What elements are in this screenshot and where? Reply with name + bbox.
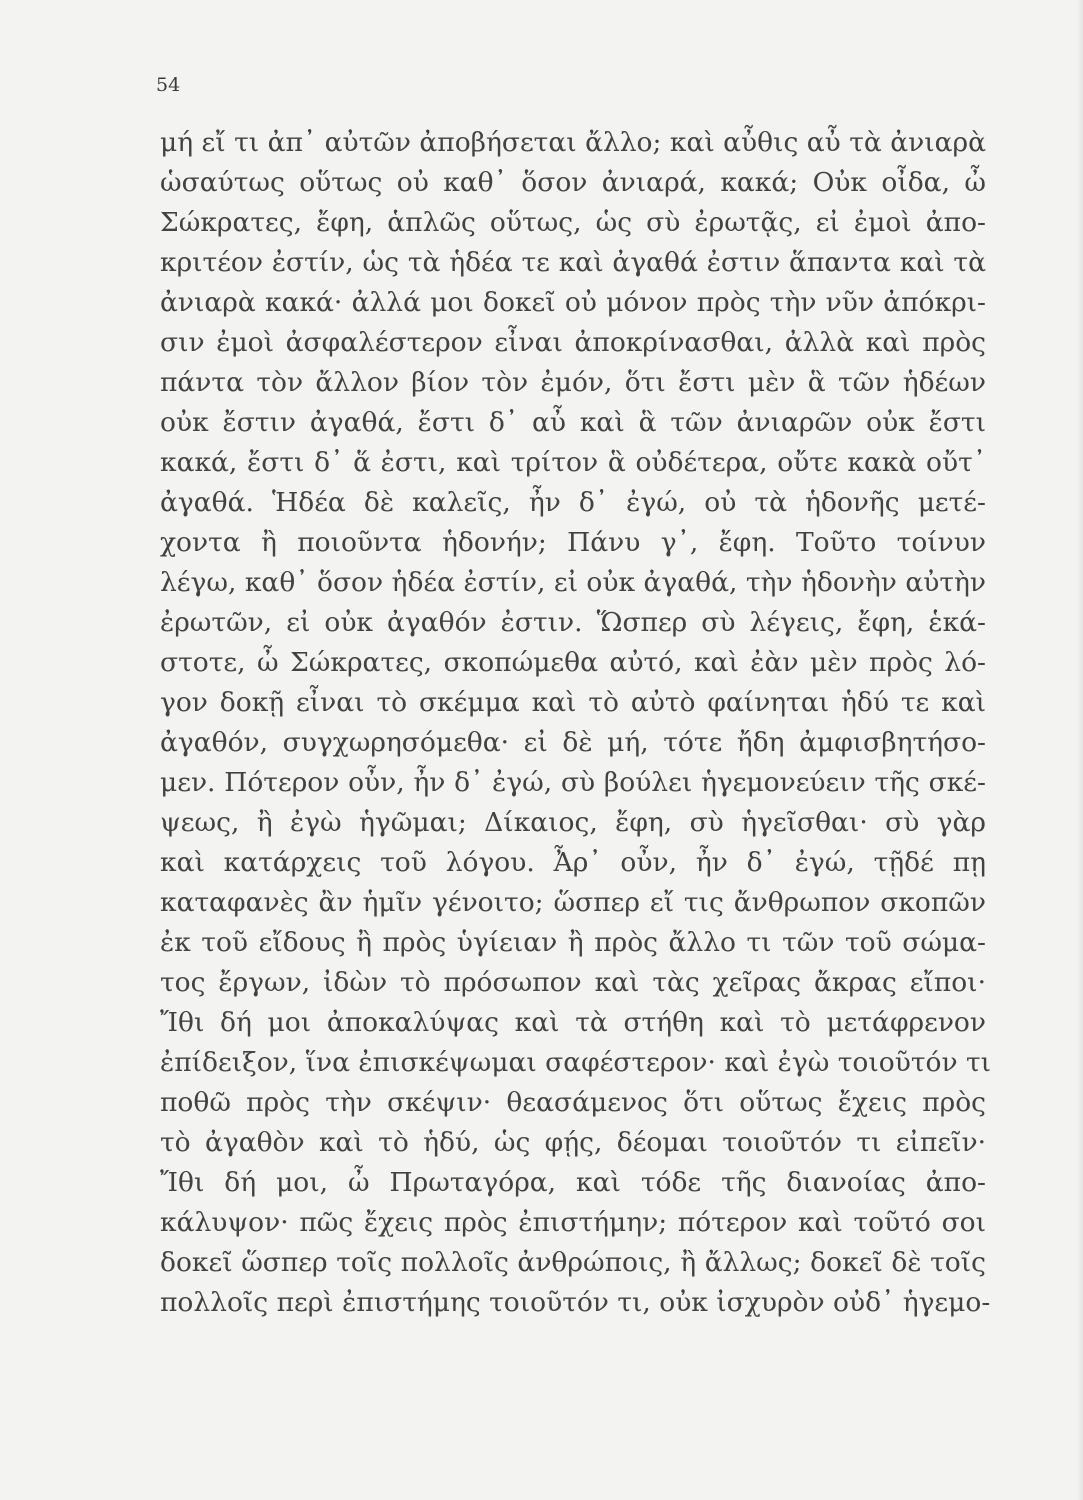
text-line: κάλυψον· πῶς ἔχεις πρὸς ἐπιστήμην; πότερον καὶ τοῦτό σοι (160, 1207, 986, 1238)
text-line: ἐκ τοῦ εἴδους ἢ πρὸς ὑγίειαν ἢ πρὸς ἄλλο τι τῶν τοῦ σώμα- (160, 927, 986, 958)
text-line: ἐρωτῶν, εἰ οὐκ ἀγαθόν ἐστιν. Ὥσπερ σὺ λέγεις, ἔφη, ἑκά- (160, 607, 986, 638)
text-line: καταφανὲς ἂν ἡμῖν γένοιτο; ὥσπερ εἴ τις ἄνθρωπον σκοπῶν (160, 887, 986, 918)
text-line: σιν ἐμοὶ ἀσφαλέστερον εἶναι ἀποκρίνασθαι, ἀλλὰ καὶ πρὸς (160, 327, 986, 358)
page-number: 54 (156, 74, 181, 96)
text-line: ἀγαθόν, συγχωρησόμεθα· εἰ δὲ μή, τότε ἤδη ἀμφισβητήσο- (160, 727, 986, 758)
text-line: ἀνιαρὰ κακά· ἀλλά μοι δοκεῖ οὐ μόνον πρὸς τὴν νῦν ἀπόκρι- (160, 287, 986, 318)
text-line: ἀγαθά. Ἡδέα δὲ καλεῖς, ἦν δ᾽ ἐγώ, οὐ τὰ ἡδονῆς μετέ- (160, 487, 986, 518)
text-line: τὸ ἀγαθὸν καὶ τὸ ἡδύ, ὡς φῄς, δέομαι τοιοῦτόν τι εἰπεῖν· (160, 1127, 986, 1158)
text-line: στοτε, ὦ Σώκρατες, σκοπώμεθα αὐτό, καὶ ἐὰν μὲν πρὸς λό- (160, 647, 986, 678)
page-edge-shadow (1077, 0, 1083, 1500)
text-line: καὶ κατάρχεις τοῦ λόγου. Ἆρ᾽ οὖν, ἦν δ᾽ ἐγώ, τῇδέ πῃ (160, 847, 986, 878)
text-line: κριτέον ἐστίν, ὡς τὰ ἡδέα τε καὶ ἀγαθά ἐστιν ἅπαντα καὶ τὰ (160, 247, 986, 278)
text-line: πολλοῖς περὶ ἐπιστήμης τοιοῦτόν τι, οὐκ ἰσχυρὸν οὐδ᾽ ἡγεμο- (160, 1287, 991, 1318)
text-line: δοκεῖ ὥσπερ τοῖς πολλοῖς ἀνθρώποις, ἢ ἄλλως; δοκεῖ δὲ τοῖς (160, 1247, 986, 1278)
text-line: γον δοκῇ εἶναι τὸ σκέμμα καὶ τὸ αὐτὸ φαίνηται ἡδύ τε καὶ (160, 687, 986, 718)
text-line: πάντα τὸν ἄλλον βίον τὸν ἐμόν, ὅτι ἔστι μὲν ἃ τῶν ἡδέων (160, 367, 986, 398)
text-line: χοντα ἢ ποιοῦντα ἡδονήν; Πάνυ γ᾽, ἔφη. Τοῦτο τοίνυν (160, 527, 986, 558)
text-line: μεν. Πότερον οὖν, ἦν δ᾽ ἐγώ, σὺ βούλει ἡγεμονεύειν τῆς σκέ- (160, 767, 986, 798)
text-line: Ἴθι δή μοι, ὦ Πρωταγόρα, καὶ τόδε τῆς διανοίας ἀπο- (160, 1167, 986, 1198)
text-line: ἐπίδειξον, ἵνα ἐπισκέψωμαι σαφέστερον· καὶ ἐγὼ τοιοῦτόν τι (160, 1047, 992, 1078)
text-line: λέγω, καθ᾽ ὅσον ἡδέα ἐστίν, εἰ οὐκ ἀγαθά, τὴν ἡδονὴν αὐτὴν (160, 567, 986, 598)
text-line: κακά, ἔστι δ᾽ ἅ ἐστι, καὶ τρίτον ἃ οὐδέτερα, οὔτε κακὰ οὔτ᾽ (160, 447, 986, 478)
text-line: ποθῶ πρὸς τὴν σκέψιν· θεασάμενος ὅτι οὕτως ἔχεις πρὸς (160, 1087, 986, 1118)
text-line: μή εἴ τι ἀπ᾽ αὐτῶν ἀποβήσεται ἄλλο; καὶ αὖθις αὖ τὰ ἀνιαρὰ (160, 127, 986, 158)
text-line: Ἴθι δή μοι ἀποκαλύψας καὶ τὰ στήθη καὶ τὸ μετάφρενον (160, 1007, 986, 1038)
text-line: Σώκρατες, ἔφη, ἁπλῶς οὕτως, ὡς σὺ ἐρωτᾷς, εἰ ἐμοὶ ἀπο- (160, 207, 986, 238)
text-line: οὐκ ἔστιν ἀγαθά, ἔστι δ᾽ αὖ καὶ ἃ τῶν ἀνιαρῶν οὐκ ἔστι (160, 407, 986, 438)
text-line: ὡσαύτως οὕτως οὐ καθ᾽ ὅσον ἀνιαρά, κακά; Οὐκ οἶδα, ὦ (160, 167, 986, 198)
text-line: τος ἔργων, ἰδὼν τὸ πρόσωπον καὶ τὰς χεῖρας ἄκρας εἴποι· (160, 967, 986, 998)
text-line: ψεως, ἢ ἐγὼ ἡγῶμαι; Δίκαιος, ἔφη, σὺ ἡγεῖσθαι· σὺ γὰρ (160, 807, 986, 838)
